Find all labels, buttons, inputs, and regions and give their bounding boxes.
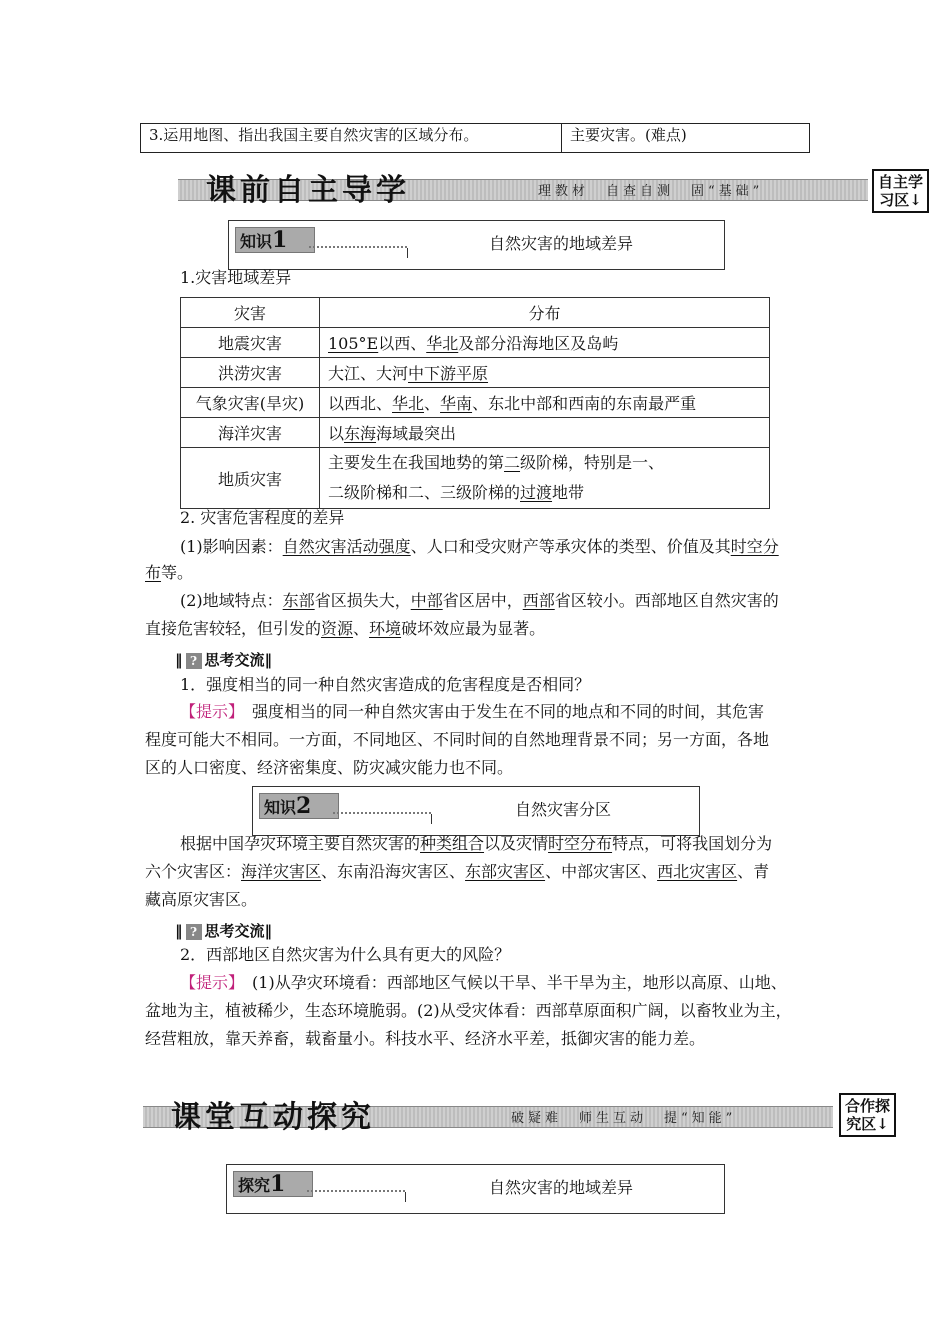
table-header: 灾害: [181, 298, 320, 328]
question-icon: ?: [186, 924, 202, 940]
knowledge-box-1: [228, 220, 725, 270]
section-banner-preview: [178, 165, 868, 208]
knowledge-tag: 知识2: [259, 793, 339, 819]
disaster-table: [180, 297, 770, 509]
section-banner-class: [143, 1092, 833, 1135]
paragraph-factors: (1)影响因素：自然灾害活动强度、人口和受灾财产等承灾体的类型、价值及其时空分: [180, 537, 779, 556]
knowledge-tag: 知识1: [235, 227, 315, 253]
answer-1: 【提示】 强度相当的同一种自然灾害由于发生在不同的地点和不同的时间，其危害: [180, 702, 765, 721]
question-2: 2．西部地区自然灾害为什么具有更大的风险？: [180, 945, 511, 964]
question-icon: ?: [186, 653, 202, 669]
table-row: 地震灾害 105°E以西、华北及部分沿海地区及岛屿: [181, 328, 770, 358]
table-row: 气象灾害(旱灾) 以西北、华北、华南、东北中部和西南的东南最严重: [181, 388, 770, 418]
paragraph-zones: 根据中国孕灾环境主要自然灾害的种类组合以及灾情时空分布特点，可将我国划分为: [180, 834, 773, 853]
objective-right: 主要灾害。(难点): [562, 124, 810, 153]
heading-severity: 2. 灾害危害程度的差异: [180, 508, 345, 527]
table-header: 分布: [320, 298, 770, 328]
explore-tag: 探究1: [233, 1171, 313, 1197]
objectives-table: [140, 123, 810, 153]
banner-subtitle: 破疑难 师生互动 提“知能”: [511, 1111, 737, 1126]
heading-disaster-diff: 1.灾害地域差异: [180, 268, 292, 287]
banner-subtitle: 理教材 自查自测 固“基础”: [538, 184, 764, 199]
objective-left: 3.运用地图、指出我国主要自然灾害的区域分布。: [141, 124, 562, 153]
knowledge-title: 自然灾害的地域差异: [489, 234, 634, 253]
think-label: ‖ ? 思考交流‖: [175, 651, 273, 669]
table-row: 地质灾害 主要发生在我国地势的第二级阶梯，特别是一、 二级阶梯和二、三级阶梯的过渡地带: [181, 448, 770, 509]
hint-label: 【提示】: [180, 973, 237, 992]
hint-label: 【提示】: [180, 702, 237, 721]
think-label: ‖ ? 思考交流‖: [175, 922, 273, 940]
table-row: 海洋灾害 以东海海域最突出: [181, 418, 770, 448]
side-label-box: 合作探 究区↓: [839, 1093, 896, 1137]
side-label-box: 自主学 习区↓: [872, 169, 929, 213]
banner-title: 课堂互动探究: [171, 1100, 375, 1135]
table-row: 洪涝灾害 大江、大河中下游平原: [181, 358, 770, 388]
paragraph-regional: (2)地域特点：东部省区损失大，中部省区居中，西部省区较小。西部地区自然灾害的: [180, 591, 779, 610]
banner-title: 课前自主导学: [206, 173, 410, 208]
explore-title: 自然灾害的地域差异: [489, 1178, 634, 1197]
question-1: 1．强度相当的同一种自然灾害造成的危害程度是否相同？: [180, 675, 591, 694]
explore-box-1: [226, 1164, 725, 1214]
answer-2: 【提示】 (1)从孕灾环境看：西部地区气候以干旱、半干旱为主，地形以高原、山地、: [180, 973, 787, 992]
knowledge-title: 自然灾害分区: [515, 800, 612, 819]
